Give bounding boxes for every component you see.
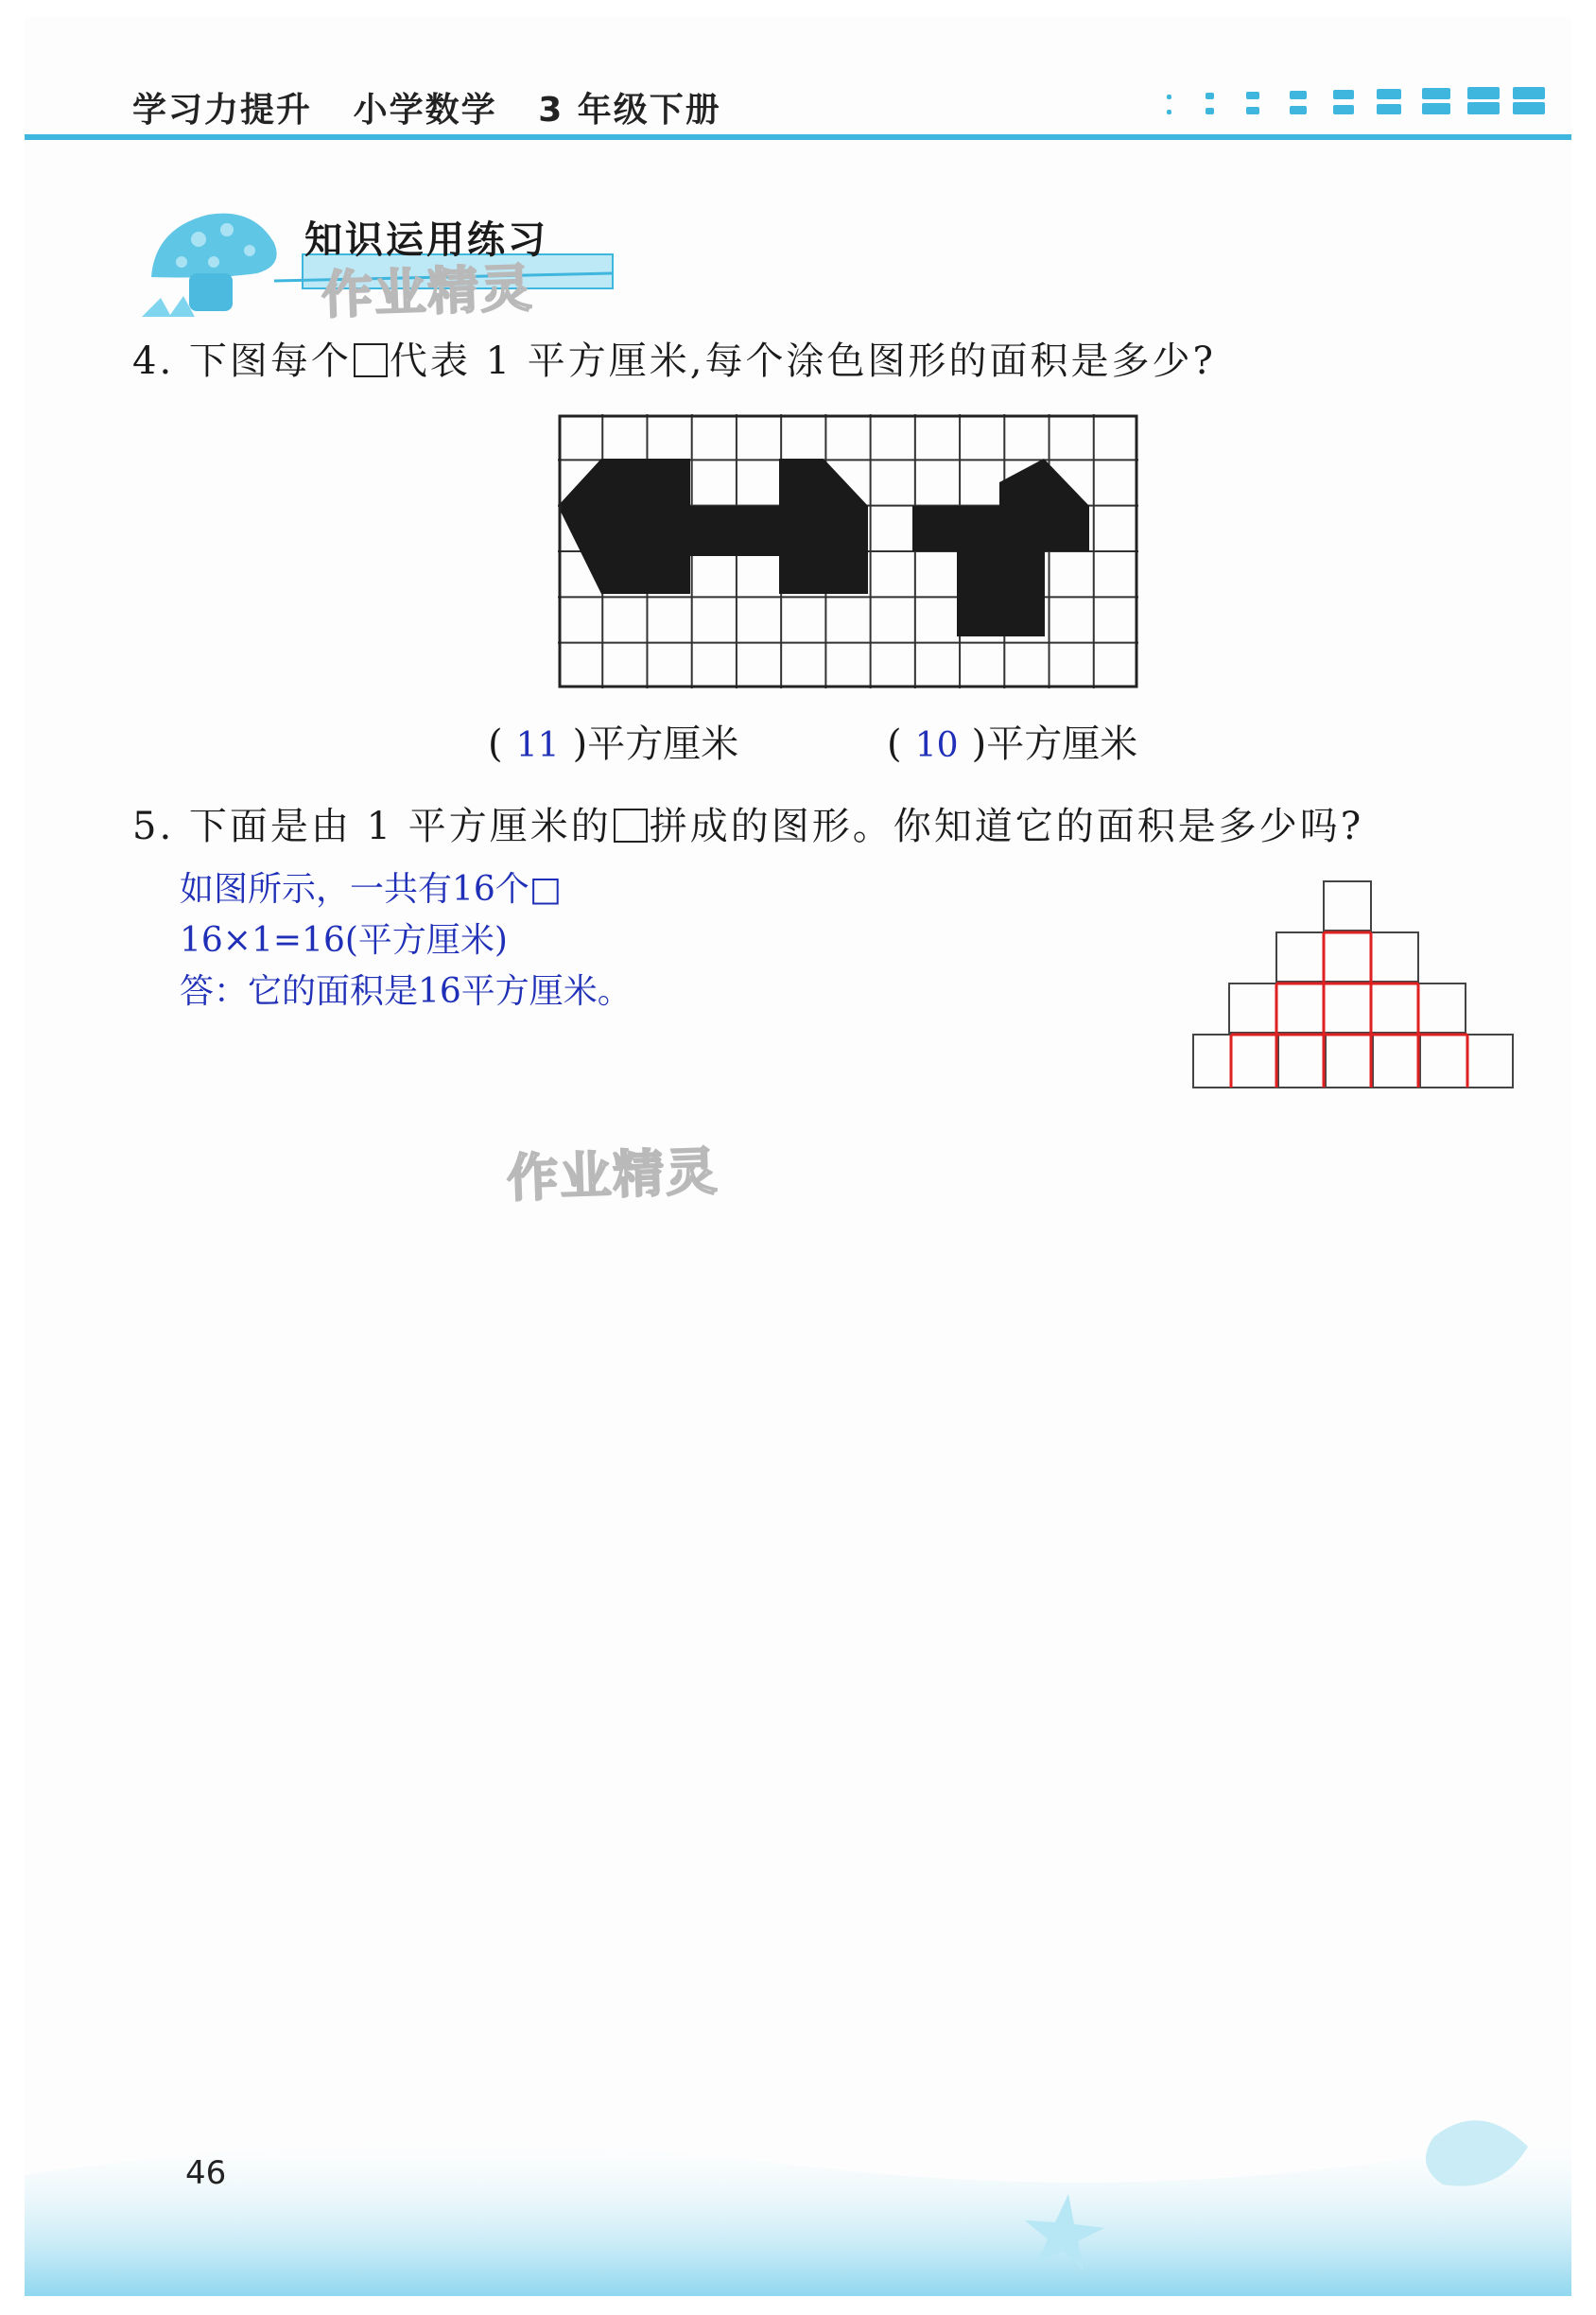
question-4: 4. 下图每个 代表 1 平方厘米,每个涂色图形的面积是多少? [132,339,1216,383]
solution-line-2: 16×1=16(平方厘米) [180,921,508,960]
shape-h [558,459,868,594]
page-number: 46 [185,2154,227,2192]
q4-grid-figure [558,414,1138,688]
question-5: 5. 下面是由 1 平方厘米的 拼成的图形。你知道它的面积是多少吗? [132,805,1364,848]
header-decoration [1163,87,1570,125]
mushroom-icon [142,214,277,317]
red-count-marks [1231,932,1467,1088]
section-title: 知识运用练习 [304,218,548,262]
solution-line-1: 如图所示，一共有16个□ [180,870,562,909]
answer-value: 10 [914,726,959,765]
unit-square-icon [614,809,648,843]
q5-pyramid-figure [1191,879,1517,1093]
watermark: 作业精灵 [506,1141,720,1209]
solution-line-3: 答：它的面积是16平方厘米。 [180,972,632,1011]
header-title: 学习力提升 小学数学 3 年级下册 [132,91,721,130]
watermark: 作业精灵 [321,258,535,325]
footer-decoration [25,2062,1571,2296]
unit-square-icon [354,343,388,377]
answer-value: 11 [515,726,560,765]
header-rule [25,134,1571,140]
q4-answer-1: ( 11 )平方厘米 [488,722,739,766]
q4-answer-2: ( 10 )平方厘米 [887,722,1138,766]
shape-arrow [912,459,1089,636]
